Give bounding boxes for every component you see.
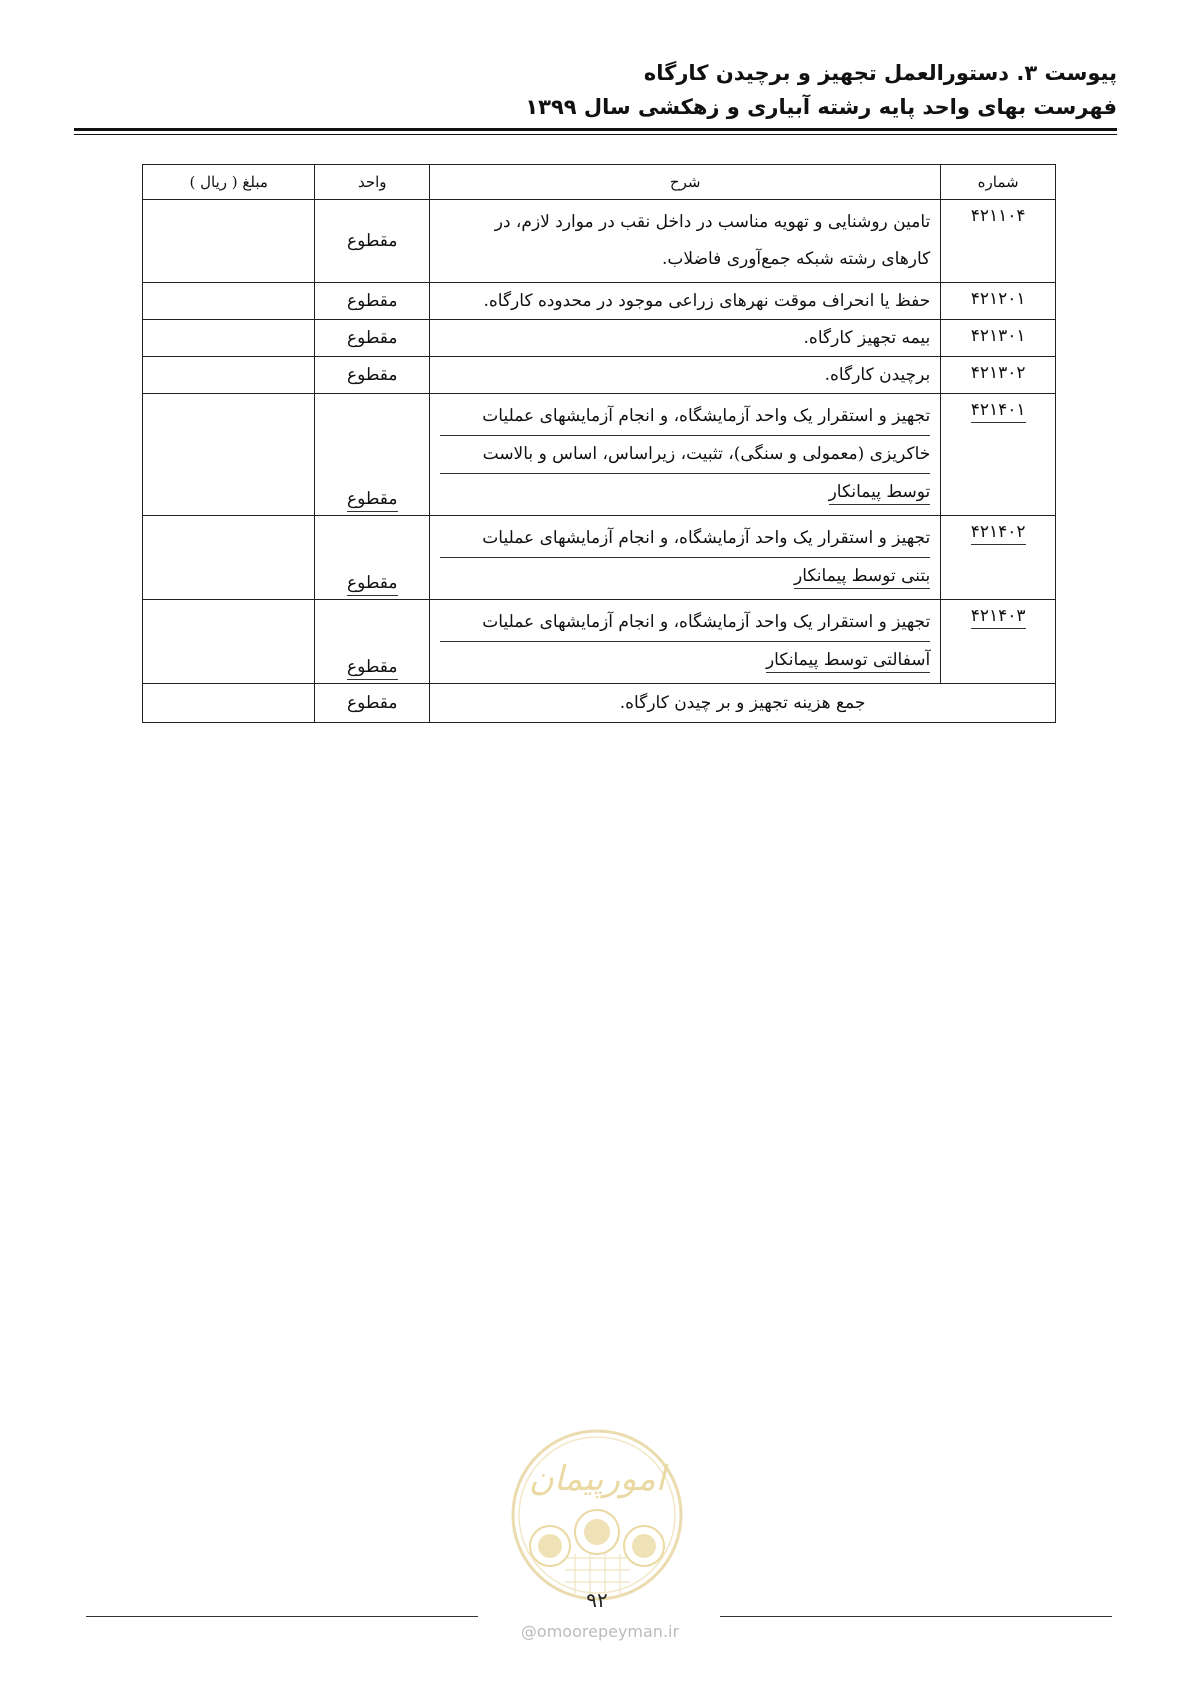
description-line: بتنی توسط پیمانکار: [440, 558, 930, 595]
description-line: حفظ یا انحراف موقت نهرهای زراعی موجود در محدوده کارگاه.: [483, 291, 931, 311]
item-description: [430, 516, 941, 600]
omoorepeyman-logo-watermark: [510, 1428, 684, 1602]
table-row: [143, 600, 1056, 684]
table-row: [143, 320, 1056, 357]
page-header: [74, 56, 1117, 124]
item-amount: [143, 320, 315, 357]
item-amount: [143, 600, 315, 684]
item-number: ۴۲۱۴۰۳: [941, 600, 1056, 684]
item-description: [430, 320, 941, 357]
description-line: برچیدن کارگاه.: [824, 365, 931, 385]
page-number: ۹۲: [586, 1588, 608, 1612]
description-line: کارهای رشته شبکه جمع‌آوری فاضلاب.: [662, 249, 931, 269]
item-unit: مقطوع: [315, 320, 430, 357]
column-header-unit: واحد: [315, 165, 430, 200]
item-unit: مقطوع: [315, 283, 430, 320]
item-number: ۴۲۱۱۰۴: [941, 200, 1056, 283]
table-header-row: [143, 165, 1056, 200]
table-row: [143, 200, 1056, 283]
item-description: [430, 600, 941, 684]
header-rule-thin: [74, 134, 1117, 135]
item-amount: [143, 283, 315, 320]
item-unit: مقطوع: [315, 394, 430, 516]
item-description: [430, 357, 941, 394]
item-description: [430, 200, 941, 283]
table-row: [143, 283, 1056, 320]
item-number: ۴۲۱۴۰۲: [941, 516, 1056, 600]
price-table: [142, 164, 1056, 723]
description-line: تامین روشنایی و تهویه مناسب در داخل نقب در موارد لازم، در: [494, 212, 931, 232]
item-description: [430, 394, 941, 516]
column-header-number: شماره: [941, 165, 1056, 200]
footer-rule-left: [86, 1616, 478, 1617]
description-line: تجهیز و استقرار یک واحد آزمایشگاه، و انجام آزمایشهای عملیات: [440, 520, 930, 558]
description-line: بیمه تجهیز کارگاه.: [803, 328, 931, 348]
item-unit: مقطوع: [315, 516, 430, 600]
table-row: [143, 357, 1056, 394]
description-line: تجهیز و استقرار یک واحد آزمایشگاه، و انجام آزمایشهای عملیات: [440, 604, 930, 642]
item-unit: مقطوع: [315, 600, 430, 684]
price-list-title: فهرست بهای واحد پایه رشته آبیاری و زهکشی سال ۱۳۹۹: [525, 95, 1117, 119]
item-number: ۴۲۱۲۰۱: [941, 283, 1056, 320]
column-header-amount: مبلغ ( ریال ): [143, 165, 315, 200]
description-line: تجهیز و استقرار یک واحد آزمایشگاه، و انجام آزمایشهای عملیات: [440, 398, 930, 436]
item-description: [430, 283, 941, 320]
item-number: ۴۲۱۳۰۱: [941, 320, 1056, 357]
logo-script-text: امورپیمان: [528, 1459, 666, 1499]
item-amount: [143, 516, 315, 600]
table-row: [143, 394, 1056, 516]
item-unit: مقطوع: [315, 357, 430, 394]
item-unit: مقطوع: [315, 200, 430, 283]
item-amount: [143, 394, 315, 516]
description-line: خاکریزی (معمولی و سنگی)، تثبیت، زیراساس، اساس و بالاست: [440, 436, 930, 474]
total-label: جمع هزینه تجهیز و بر چیدن کارگاه.: [430, 684, 1056, 723]
website-watermark: @omoorepeyman.ir: [520, 1622, 680, 1641]
description-line: آسفالتی توسط پیمانکار: [440, 642, 930, 679]
appendix-title: پیوست ۳. دستورالعمل تجهیز و برچیدن کارگاه: [643, 61, 1117, 85]
table-row: [143, 516, 1056, 600]
item-number: ۴۲۱۳۰۲: [941, 357, 1056, 394]
item-number: ۴۲۱۴۰۱: [941, 394, 1056, 516]
item-amount: [143, 200, 315, 283]
column-header-description: شرح: [430, 165, 941, 200]
total-amount: [143, 684, 315, 723]
footer-rule-right: [720, 1616, 1112, 1617]
item-amount: [143, 357, 315, 394]
description-line: توسط پیمانکار: [440, 474, 930, 511]
total-row: [143, 684, 1056, 723]
total-unit: مقطوع: [315, 684, 430, 723]
header-rule-thick: [74, 128, 1117, 131]
